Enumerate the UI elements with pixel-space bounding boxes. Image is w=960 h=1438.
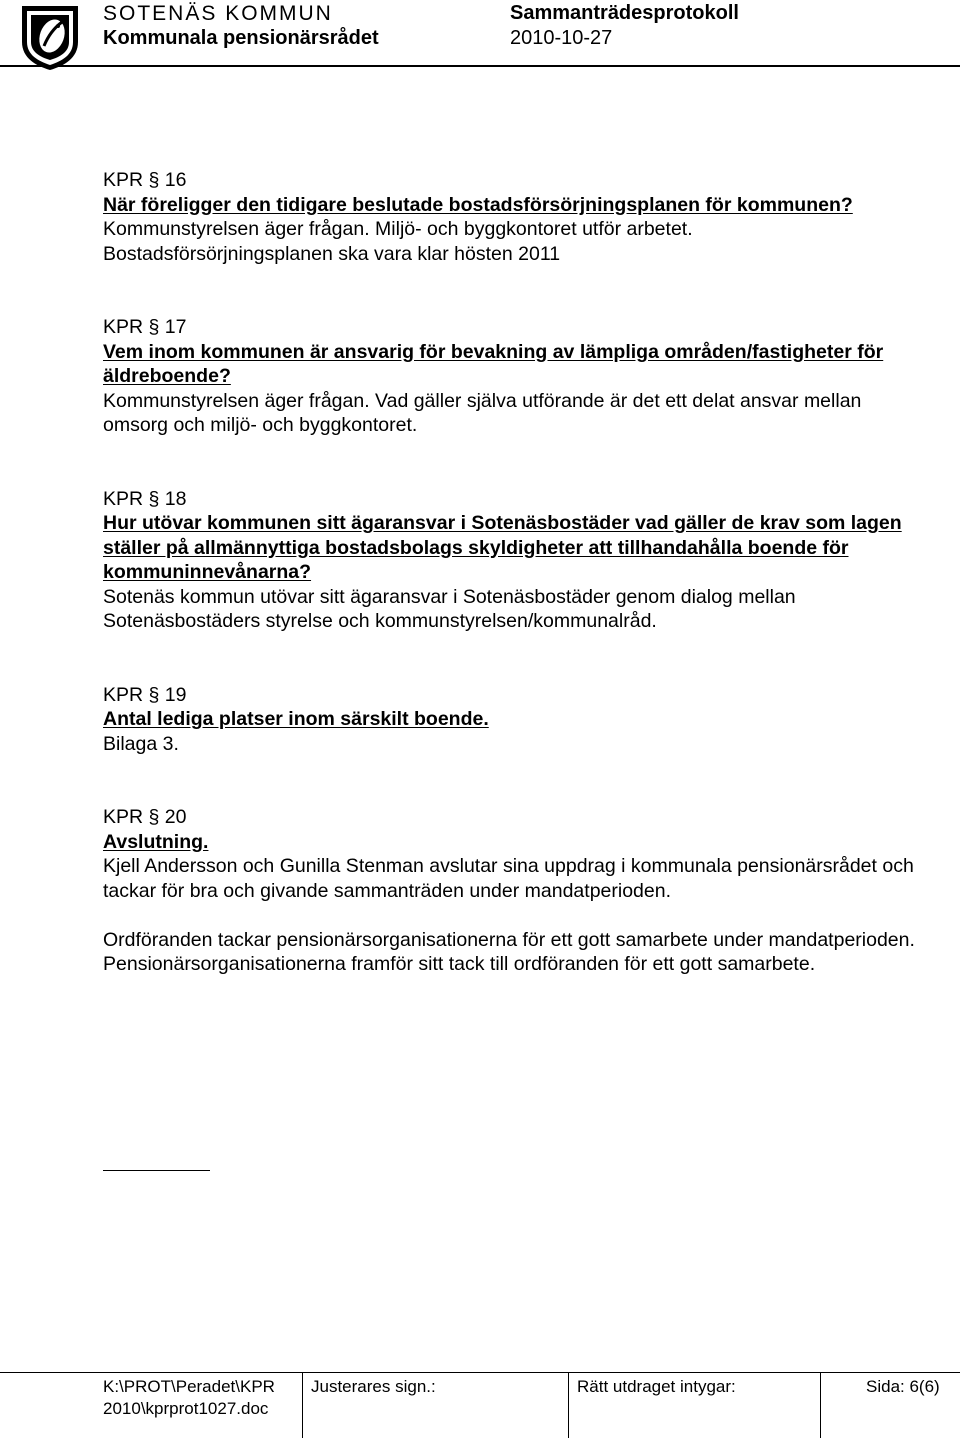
signature-line	[103, 1170, 210, 1171]
agenda-item-19	[103, 683, 923, 757]
file-path-line-1: K:\PROT\Peradet\KPR	[103, 1377, 275, 1396]
item-answer: Kjell Andersson och Gunilla Stenman avslutar sina uppdrag i kommunala pensionärsrådet och tackar för bra och givande sammanträden under mandatperioden.	[103, 855, 914, 902]
municipal-crest-icon	[18, 2, 82, 72]
adjuster-signature-label: Justerares sign.:	[311, 1377, 436, 1396]
item-closing-paragraph: Ordföranden tackar pensionärsorganisationerna för ett gott samarbete under mandatperioden. Pensionärsorganisationerna framför sitt tack till ordföranden för ett gott samarbete.	[103, 928, 915, 975]
item-answer: Bilaga 3.	[103, 732, 179, 755]
item-question: Avslutning.	[103, 830, 209, 853]
item-number: KPR § 20	[103, 806, 187, 828]
item-number: KPR § 17	[103, 316, 187, 338]
file-path-line-2: 2010\kprprot1027.doc	[103, 1399, 269, 1418]
minutes-body	[103, 168, 923, 1026]
footer-divider	[0, 1372, 960, 1373]
footer-cell-divider	[820, 1372, 821, 1438]
agenda-item-20	[103, 805, 923, 977]
page-number: Sida: 6(6)	[866, 1377, 940, 1396]
meeting-date: 2010-10-27	[510, 27, 613, 49]
footer-cell-divider	[568, 1372, 569, 1438]
item-question: Antal lediga platser inom särskilt boende.	[103, 708, 489, 730]
document-type: Sammanträdesprotokoll	[510, 2, 739, 24]
agenda-item-16	[103, 168, 923, 266]
certified-extract-label: Rätt utdraget intygar:	[577, 1377, 736, 1396]
page-header	[0, 0, 960, 75]
item-question: Hur utövar kommunen sitt ägaransvar i Sotenäsbostäder vad gäller de krav som lagen ställer på allmännyttiga bostadsbolags skyldigheter att tillhandahålla boende för kommuninnevånarna?	[103, 512, 902, 583]
council-name: Kommunala pensionärsrådet	[103, 27, 379, 49]
header-divider	[0, 65, 960, 67]
agenda-item-18	[103, 487, 923, 634]
footer-cell-divider	[302, 1372, 303, 1438]
item-question: När föreligger den tidigare beslutade bostadsförsörjningsplanen för kommunen?	[103, 193, 853, 216]
item-answer: Sotenäs kommun utövar sitt ägaransvar i Sotenäsbostäder genom dialog mellan Sotenäsbostäders styrelse och kommunstyrelsen/kommunalråd.	[103, 585, 796, 632]
agenda-item-17	[103, 315, 923, 438]
item-number: KPR § 18	[103, 487, 187, 510]
item-answer: Kommunstyrelsen äger frågan. Miljö- och byggkontoret utför arbetet. Bostadsförsörjningsplanen ska vara klar hösten 2011	[103, 218, 693, 265]
item-question: Vem inom kommunen är ansvarig för bevakning av lämpliga områden/fastigheter för äldreboende?	[103, 340, 884, 387]
page-footer	[0, 1372, 960, 1438]
item-answer: Kommunstyrelsen äger frågan. Vad gäller själva utförande är det ett delat ansvar mellan omsorg och miljö- och byggkontoret.	[103, 389, 862, 436]
file-path	[103, 1376, 275, 1420]
item-number: KPR § 19	[103, 683, 187, 706]
item-number: KPR § 16	[103, 169, 187, 191]
organization-name: SOTENÄS KOMMUN	[103, 2, 333, 25]
